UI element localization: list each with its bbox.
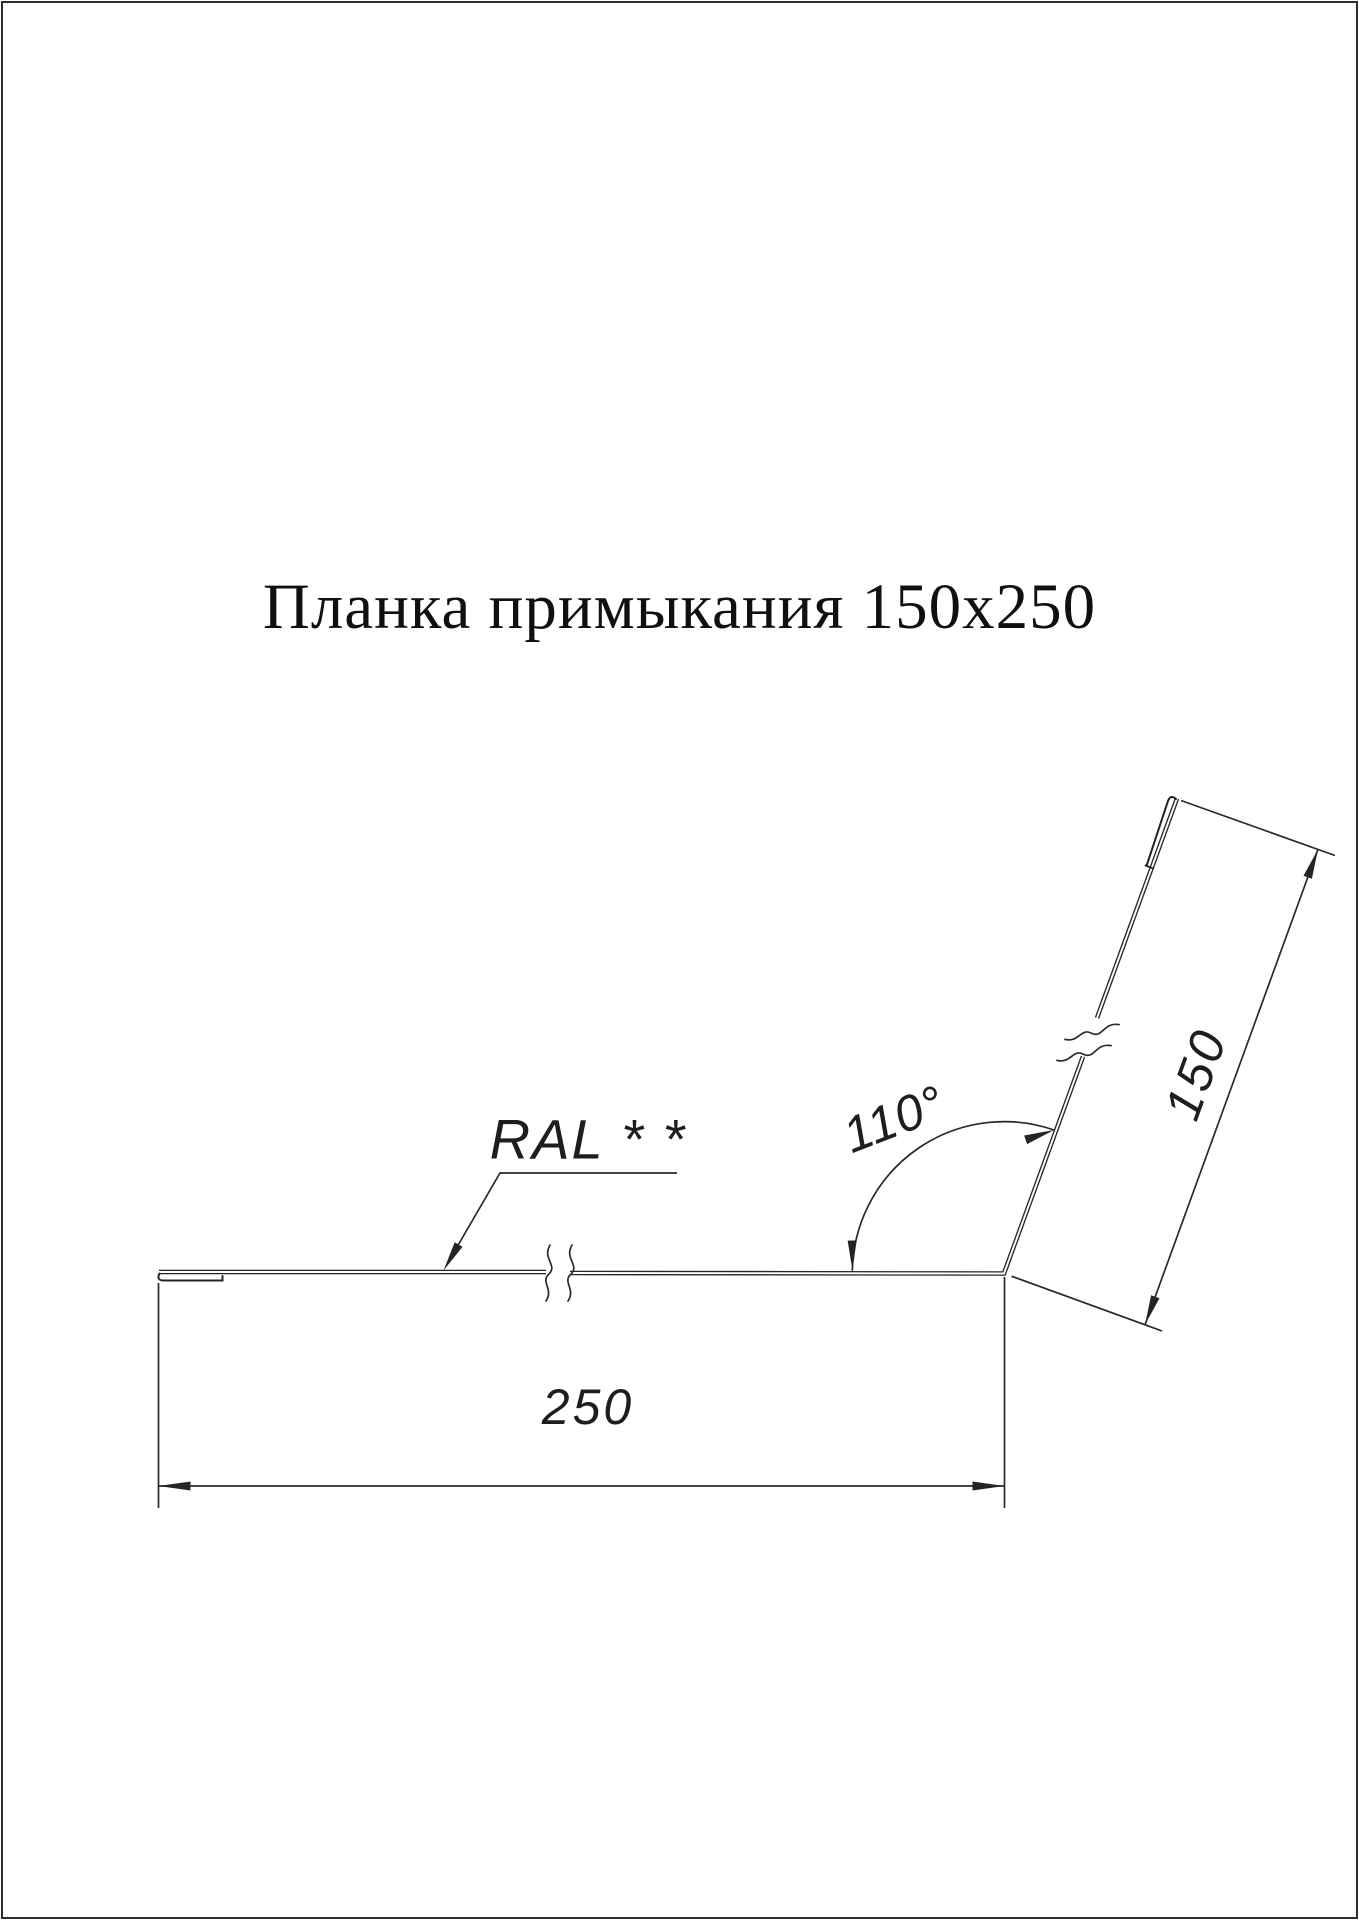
dim-150-arrow-bottom (1145, 1295, 1160, 1325)
break-mark-flange (1057, 1021, 1120, 1066)
dim-150-arrow-top (1304, 849, 1319, 878)
dim-150-value-label: 150 (1153, 1020, 1239, 1128)
dim-250-arrow-left (159, 1482, 191, 1491)
ext-line-150-bottom (1012, 1276, 1163, 1331)
dim-250-arrow-right (973, 1482, 1005, 1491)
dim-250-value-label: 250 (541, 1379, 635, 1435)
angle-value-label: 110° (835, 1074, 953, 1164)
ral-color-label: RAL * * (489, 1107, 687, 1171)
angle-arc-arrow-bottom (848, 1240, 857, 1270)
ral-leader-arrow (444, 1242, 463, 1270)
profile-flange (1097, 799, 1177, 1019)
ral-leader-line (444, 1173, 678, 1271)
break-mark-base (546, 1245, 574, 1301)
profile-left-hem (158, 1274, 222, 1281)
page-title: Планка примыкания 150x250 (262, 571, 1097, 643)
ext-line-150-top (1181, 801, 1335, 856)
